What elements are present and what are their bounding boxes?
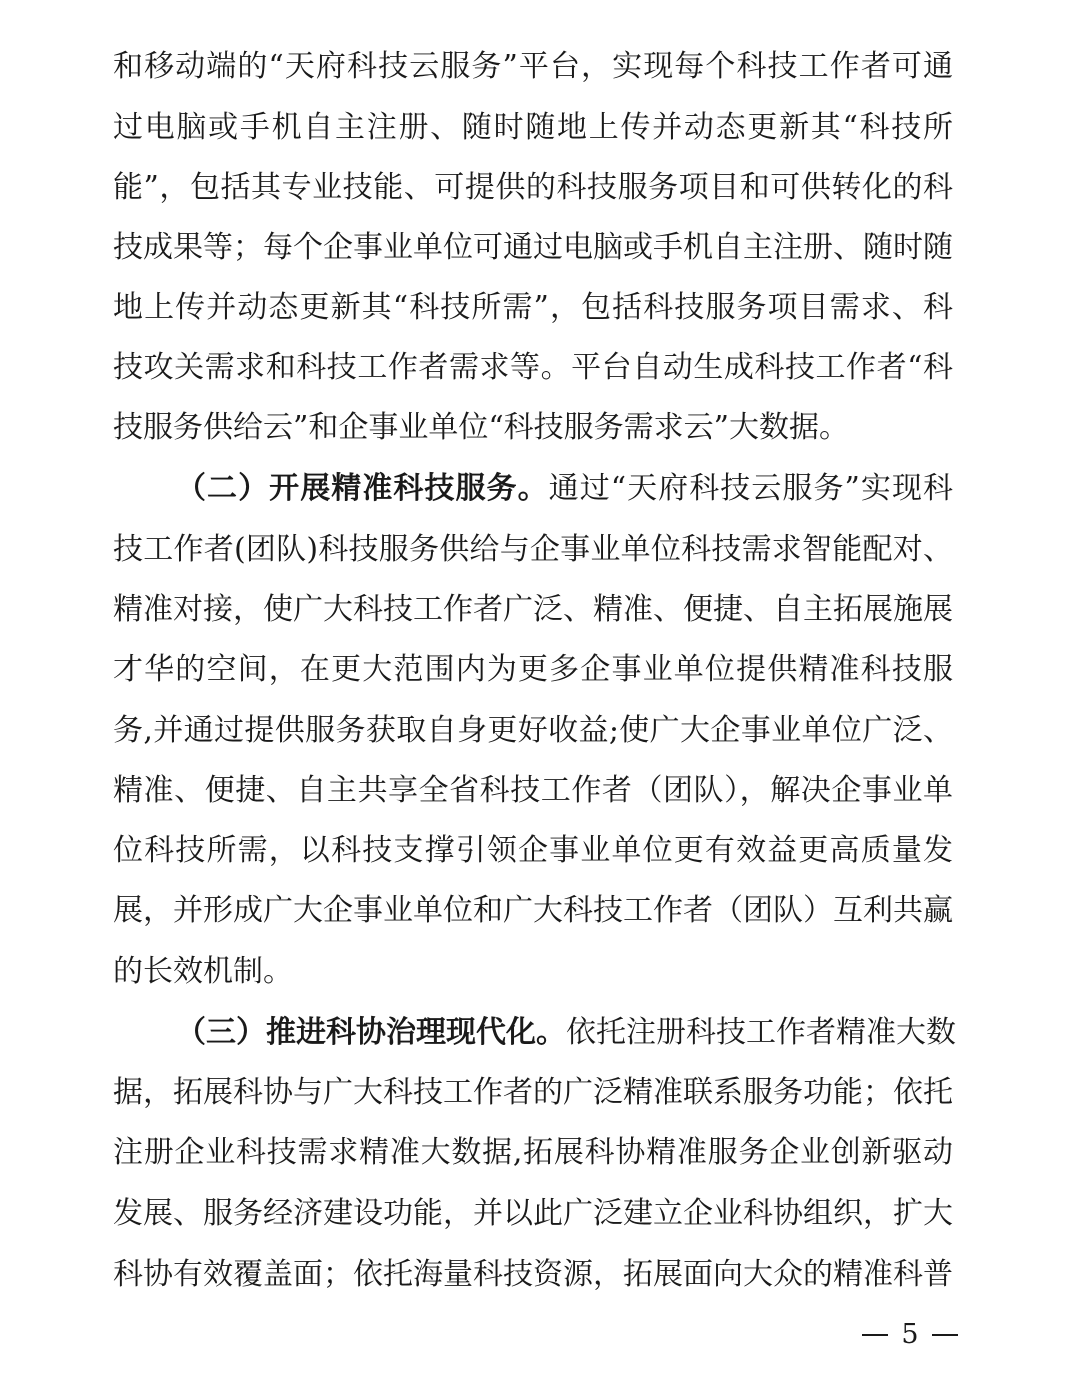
- paragraph-line: 精准、便捷、自主共享全省科技工作者（团队），解决企事业单: [113, 773, 953, 808]
- paragraph-line: 能”，包括其专业技能、可提供的科技服务项目和可供转化的科: [113, 170, 953, 205]
- paragraph-line: 和移动端的“天府科技云服务”平台，实现每个科技工作者可通: [113, 49, 953, 84]
- paragraph-line: 据，拓展科协与广大科技工作者的广泛精准联系服务功能；依托: [113, 1075, 953, 1110]
- paragraph-line: 发展、服务经济建设功能，并以此广泛建立企业科协组织，扩大: [113, 1196, 953, 1231]
- page-footer: [862, 1320, 958, 1350]
- page-number: 5: [901, 1319, 919, 1350]
- paragraph-line: 科协有效覆盖面；依托海量科技资源，拓展面向大众的精准科普: [113, 1257, 953, 1292]
- paragraph-line: 精准对接，使广大科技工作者广泛、精准、便捷、自主拓展施展: [113, 592, 953, 627]
- paragraph-line: 才华的空间，在更大范围内为更多企事业单位提供精准科技服: [113, 652, 953, 687]
- paragraph-line: 务,并通过提供服务获取自身更好收益;使广大企事业单位广泛、: [113, 713, 953, 748]
- right-dash: [932, 1334, 958, 1336]
- section-3-first-line: [176, 1013, 956, 1053]
- section-2-first-line: [176, 469, 953, 509]
- section-3-heading: （三）推进科协治理现代化。: [176, 1015, 566, 1050]
- paragraph-line: 技成果等；每个企事业单位可通过电脑或手机自主注册、随时随: [113, 230, 953, 265]
- section-3-first-text: 依托注册科技工作者精准大数: [566, 1015, 956, 1050]
- left-dash: [862, 1334, 888, 1336]
- paragraph-line: 的长效机制。: [113, 954, 293, 989]
- paragraph-line: 技攻关需求和科技工作者需求等。平台自动生成科技工作者“科: [113, 350, 953, 385]
- section-2-heading: （二）开展精准科技服务。: [176, 471, 549, 506]
- paragraph-line: 过电脑或手机自主注册、随时随地上传并动态更新其“科技所: [113, 110, 953, 145]
- paragraph-line: 技服务供给云”和企事业单位“科技服务需求云”大数据。: [113, 410, 850, 445]
- section-2-first-text: 通过“天府科技云服务”实现科: [548, 471, 953, 506]
- paragraph-line: 技工作者(团队)科技服务供给与企事业单位科技需求智能配对、: [113, 532, 953, 567]
- paragraph-line: 位科技所需，以科技支撑引领企事业单位更有效益更高质量发: [113, 833, 953, 868]
- paragraph-line: 展，并形成广大企事业单位和广大科技工作者（团队）互利共赢: [113, 893, 953, 928]
- paragraph-line: 注册企业科技需求精准大数据,拓展科协精准服务企业创新驱动: [113, 1135, 953, 1170]
- paragraph-line: 地上传并动态更新其“科技所需”，包括科技服务项目需求、科: [113, 290, 953, 325]
